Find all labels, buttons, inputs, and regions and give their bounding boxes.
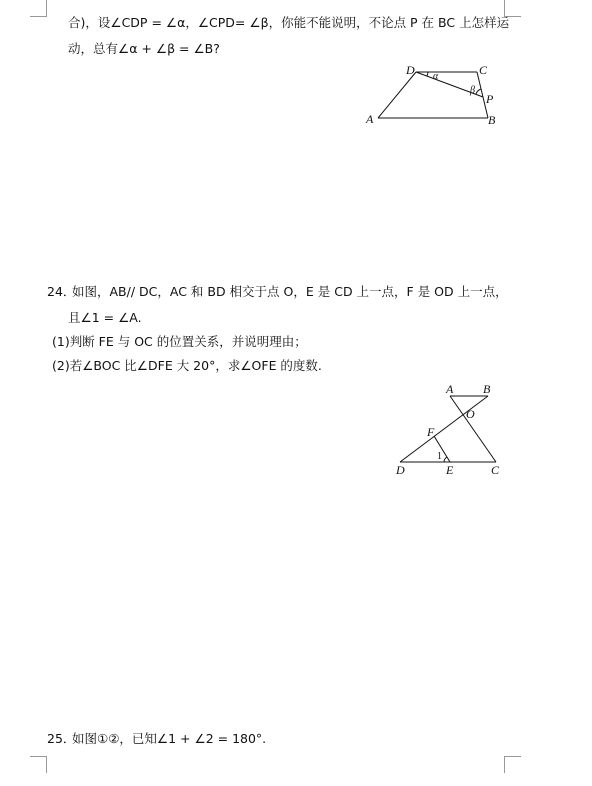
label-beta: β [470, 85, 475, 96]
q24-part-1: (1)判断 FE 与 OC 的位置关系，并说明理由； [52, 334, 307, 349]
label-p: P [486, 92, 494, 106]
q23-text-line-1: 合)，设∠CDP = ∠α，∠CPD= ∠β，你能不能说明，不论点 P 在 BC 上怎样运 [68, 15, 510, 30]
label-a: A [446, 382, 454, 396]
q23-trapezoid-figure [360, 60, 510, 132]
segment-da [378, 72, 416, 118]
label-d: D [396, 463, 405, 477]
label-a: A [366, 112, 374, 126]
segment-ac [450, 396, 496, 462]
angle-beta-arc [476, 89, 481, 94]
q25-number: 25． [47, 731, 76, 746]
label-e: E [446, 463, 454, 477]
crop-mark-top-left [30, 0, 47, 17]
label-d: D [406, 63, 415, 77]
label-c: C [491, 463, 500, 477]
q23-text-line-2: 动，总有∠α + ∠β = ∠B? [68, 41, 220, 56]
label-b: B [483, 382, 491, 396]
crop-mark-bottom-right [504, 756, 521, 773]
q25-text: 如图①②，已知∠1 + ∠2 = 180°. [72, 731, 267, 746]
label-alpha: α [433, 71, 439, 82]
label-o: O [466, 407, 475, 421]
q24-text-line-1: 如图，AB// DC，AC 和 BD 相交于点 O，E 是 CD 上一点，F 是 OD 上一点， [72, 284, 508, 299]
q24-figure [390, 380, 510, 480]
label-b: B [488, 113, 496, 127]
q24-number: 24． [47, 284, 76, 299]
q24-part-2: (2)若∠BOC 比∠DFE 大 20°，求∠OFE 的度数. [52, 358, 322, 373]
angle-alpha-arc [427, 72, 428, 76]
label-f: F [427, 425, 435, 439]
angle-1-arc [444, 457, 447, 462]
crop-mark-bottom-left [30, 756, 47, 773]
label-c: C [479, 63, 488, 77]
q24-text-line-2: 且∠1 = ∠A. [68, 310, 142, 325]
label-1: 1 [437, 451, 442, 462]
